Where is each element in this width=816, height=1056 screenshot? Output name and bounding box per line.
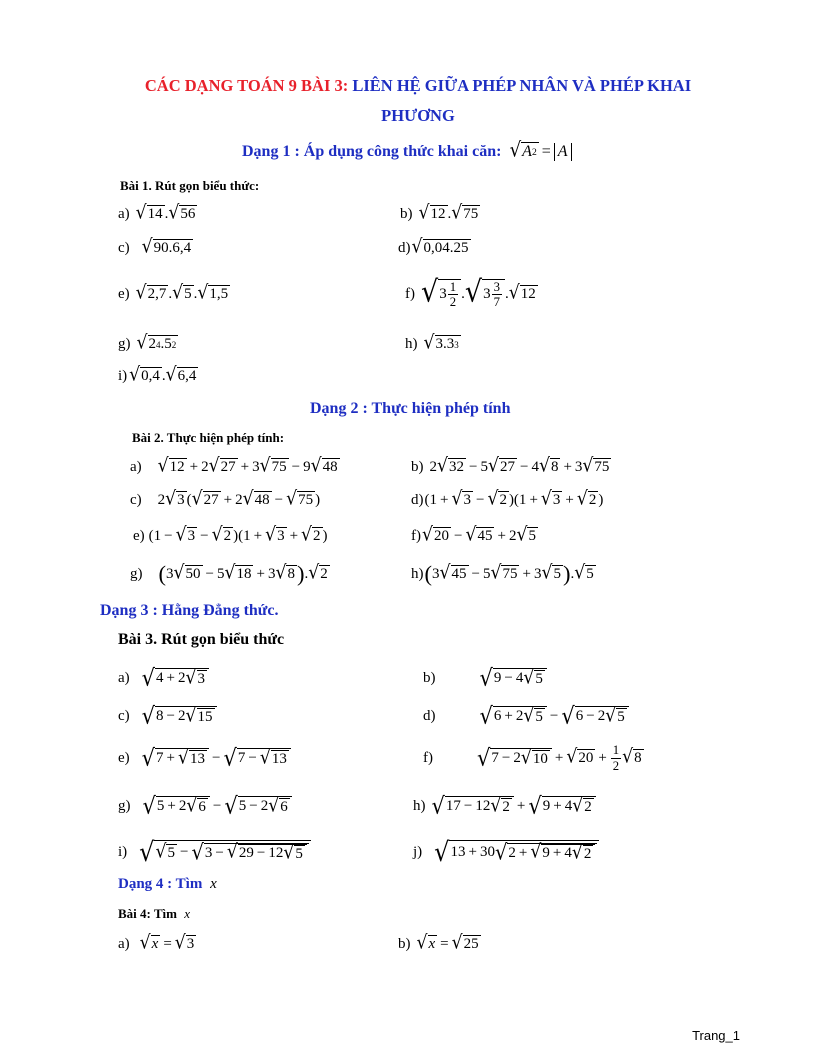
exercise-2-item-c: c) 2 √ 3 ( √ 27 + 2 √ 48 − √ 75 ) <box>130 487 321 510</box>
exercise-3-item-j: j) √ 13 + 30 √ 2 + √ 9 + 4 √ 2 <box>413 838 599 866</box>
exercise-2-item-e: e) (1 − √ 3 − √ 2 )(1 + √ 3 + √ 2 ) <box>133 523 328 546</box>
exercise-2-item-h: h) ( 3 √ 45 − 5 √ 75 + 3 √ 5 ) . √ 5 <box>411 561 594 586</box>
exercise-1-item-d: d) √ 0,04.25 <box>398 235 469 258</box>
exercise-2-item-g: g) ( 3 √ 50 − 5 √ 18 + 3 √ 8 ) . √ 2 <box>130 561 328 586</box>
exercise-3-item-e: e) √ 7 + √ 13 − √ 7 − √ 13 <box>118 744 291 772</box>
exercise-3-item-a: a) √ 4 + 2 √ 3 <box>118 664 209 692</box>
exercise-1-item-i: i) √ 0,4 . √ 6,4 <box>118 363 197 386</box>
exercise-2-item-a: a) √ 12 + 2 √ 27 + 3 √ 75 − 9 √ 48 <box>130 454 338 477</box>
section-heading-4-text: Dạng 4 : Tìm <box>118 876 203 892</box>
exercise-3-item-b: b) √ 9 − 4 √ 5 <box>423 664 547 692</box>
exercise-3-heading: Bài 3. Rút gọn biểu thức <box>118 631 285 648</box>
exercise-2-item-d: d) (1 + √ 3 − √ 2 )(1 + √ 3 + √ 2 ) <box>411 487 604 510</box>
exercise-1-item-a: a) √ 14 . √ 56 <box>118 201 196 224</box>
exercise-3-item-d: d) √ 6 + 2 √ 5 − √ 6 − 2 √ 5 <box>423 702 629 730</box>
exercise-4-item-b: b) √ x = √ 25 <box>398 931 479 954</box>
section-heading-1 <box>242 138 572 162</box>
title-blue-part: LIÊN HỆ GIỮA PHÉP NHÂN VÀ PHÉP KHAI <box>352 76 692 95</box>
exercise-1-item-b: b) √ 12 . √ 75 <box>400 201 479 224</box>
section-heading-1-text: Dạng 1 : Áp dụng công thức khai căn: <box>242 142 502 160</box>
exercise-1-item-c: c) √ 90.6,4 <box>118 235 192 258</box>
exercise-1-item-e: e) √ 2,7 . √ 5 . √ 1,5 <box>118 281 229 304</box>
exercise-1-item-f: f) √ 3 $\frac{1}{2}$ . √ 3 $\frac{3}{7}$ . √ 12 <box>405 275 536 310</box>
exercise-3-item-g: g) √ 5 + 2 √ 6 − √ 5 − 2 √ 6 <box>118 792 292 820</box>
exercise-1-heading: Bài 1. Rút gọn biểu thức: <box>120 178 260 193</box>
title-red-part: CÁC DẠNG TOÁN 9 BÀI 3: <box>144 76 349 95</box>
exercise-3-item-c: c) √ 8 − 2 √ 15 <box>118 702 217 730</box>
exercise-3-item-h: h) √ 17 − 12 √ 2 + √ 9 + 4 √ 2 <box>413 792 596 820</box>
variable-x: x <box>210 876 217 892</box>
variable-x-2: x <box>184 906 191 921</box>
formula-sqrt-a2: √ A 2 = A <box>509 142 571 161</box>
exercise-2-heading: Bài 2. Thực hiện phép tính: <box>132 430 285 445</box>
exercise-2-item-f: f) √ 20 − √ 45 + 2 √ 5 <box>411 523 536 546</box>
exercise-3-item-f: f) √ 7 − 2 √ 10 + √ 20 + $\frac{1}{2}$ √ 8 <box>423 743 642 773</box>
exercise-2-item-b: b) 2 √ 32 − 5 √ 27 − 4 √ 8 + 3 √ 75 <box>411 454 610 477</box>
exercise-4-item-a: a) √ x = √ 3 <box>118 931 195 954</box>
section-heading-2: Dạng 2 : Thực hiện phép tính <box>310 400 511 417</box>
page-title-line2: PHƯƠNG <box>381 106 455 125</box>
page-title <box>100 76 736 96</box>
section-heading-3: Dạng 3 : Hằng Đẳng thức. <box>100 602 279 619</box>
exercise-4-heading-text: Bài 4: Tìm <box>118 906 177 921</box>
section-heading-4 <box>118 876 217 893</box>
exercise-3-item-i: i) √ √ 5 − √ 3 − √ 29 − 12 √ 5 <box>118 838 311 866</box>
page-number: Trang_1 <box>692 1028 740 1043</box>
exercise-1-item-h: h) √ 3.3 3 <box>405 331 459 354</box>
exercise-1-item-g: g) √ 2 4 .5 2 <box>118 331 177 354</box>
exercise-4-heading <box>118 906 190 922</box>
